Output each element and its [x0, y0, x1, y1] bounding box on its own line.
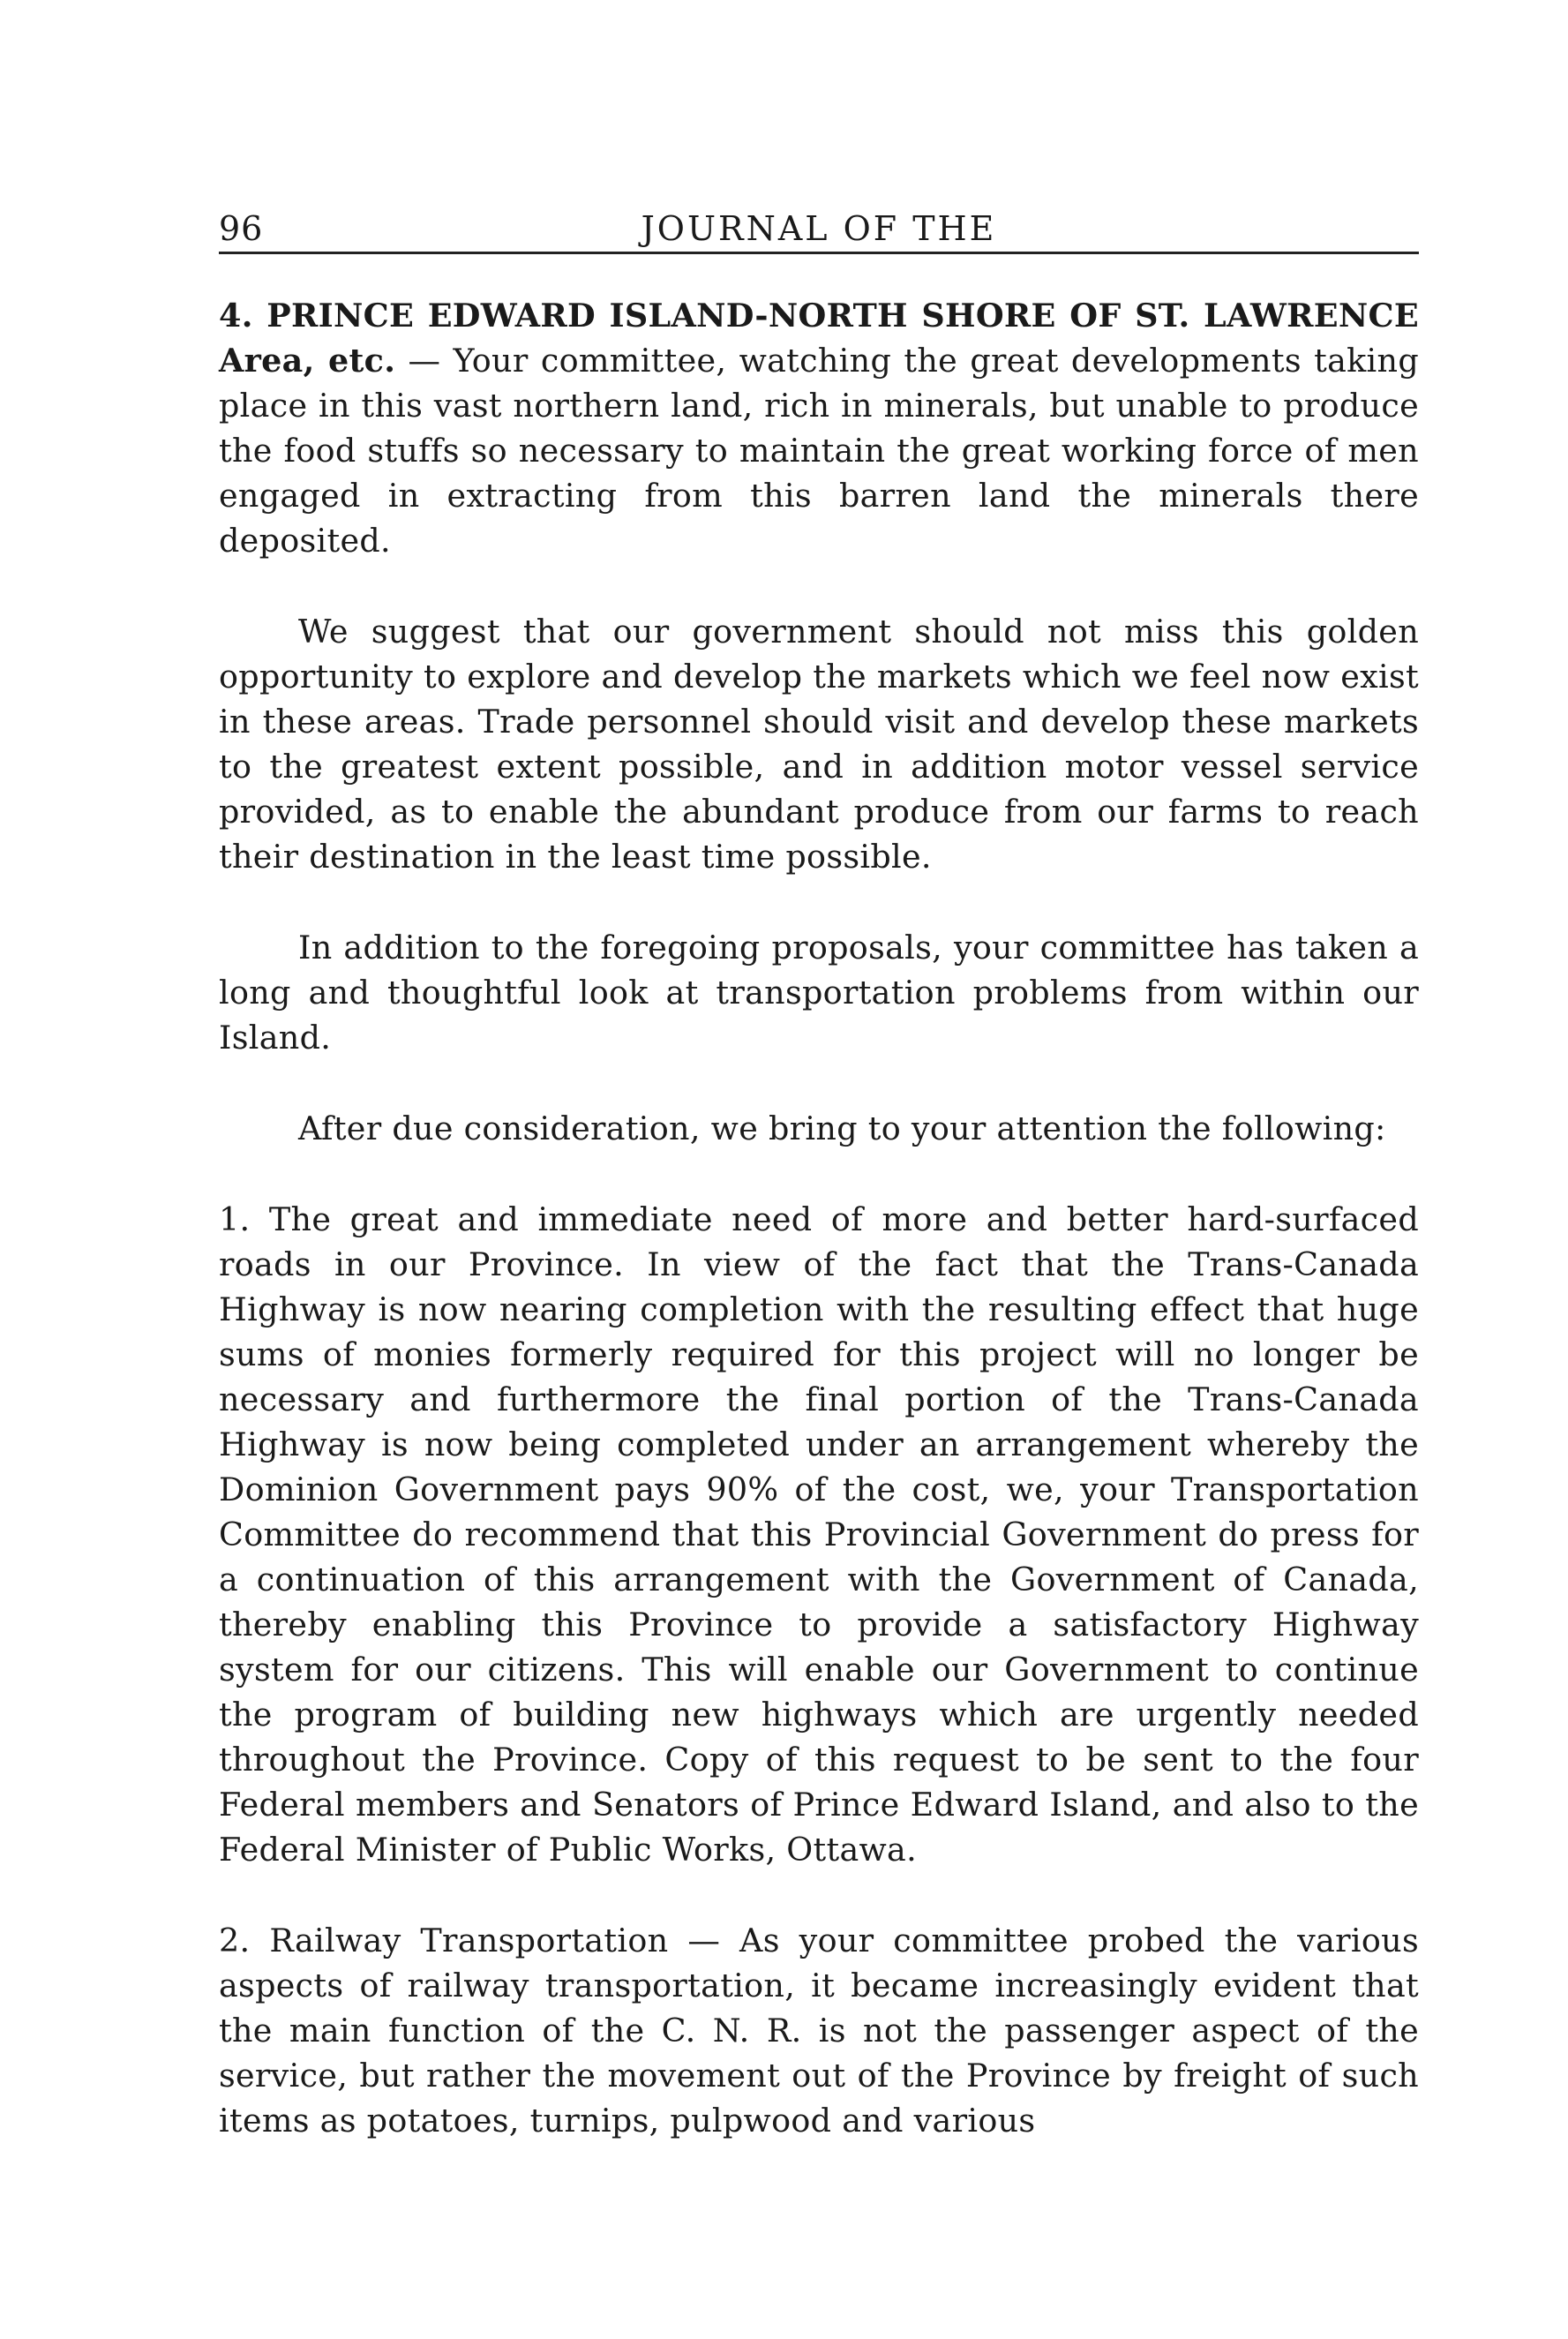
paragraph-markets: We suggest that our government should not miss this golden opportunity to explore and develop the markets which we feel now exist in these areas. Trade personnel should visit and develop these markets to the greatest extent possible, and in addition motor vessel service provided, as to enable the abundant produce from our farms to reach their destination in the least time possible.	[219, 613, 1419, 876]
paragraph-due-consideration: After due consideration, we bring to your attention the following:	[298, 1109, 1386, 1147]
paragraph-foregoing-proposals: In addition to the foregoing proposals, your committee has taken a long and thoughtful look at transportation problems from within our Island.	[219, 929, 1419, 1057]
document-body	[219, 293, 1419, 2143]
paragraph-item-2-railway: 2. Railway Transportation — As your committee probed the various aspects of railway transportation, it became increasingly evident that the main function of the C. N. R. is not the passenger aspect of the service, but rather the movement out of the Province by freight of such items as potatoes, turnips, pulpwood and various	[219, 1922, 1419, 2140]
paragraph-item-1-roads: 1. The great and immediate need of more and better hard-surfaced roads in our Province. In view of the fact that the Trans-Canada Highway is now nearing completion with the resulting effect that huge sums of monies formerly required for this project will no longer be necessary and furthermore the final portion of the Trans-Canada Highway is now being completed under an arrangement whereby the Dominion Government pays 90% of the cost, we, your Transportation Committee do recommend that this Provincial Government do press for a continuation of this arrangement with the Government of Canada, thereby enabling this Province to provide a satisfactory Highway system for our citizens. This will enable our Government to continue the program of building new highways which are urgently needed throughout the Province. Copy of this request to be sent to the four Federal members and Senators of Prince Edward Island, and also to the Federal Minister of Public Works, Ottawa.	[219, 1200, 1419, 1869]
document-page	[219, 190, 1419, 2143]
journal-title: JOURNAL OF THE	[641, 209, 997, 248]
paragraph-text: — Your committee, watching the great developments taking place in this vast northern land, rich in minerals, but unable to produce the food stuffs so necessary to maintain the great working force of men engaged in extracting from this barren land the minerals there deposited.	[219, 342, 1419, 560]
running-head	[219, 190, 1419, 254]
section-heading: 4. PRINCE EDWARD ISLAND-NORTH SHORE OF ST. LAWRENCE Area, etc.	[219, 297, 1419, 380]
paragraph-pei-north-shore	[219, 293, 1419, 563]
page-number: 96	[219, 209, 264, 248]
